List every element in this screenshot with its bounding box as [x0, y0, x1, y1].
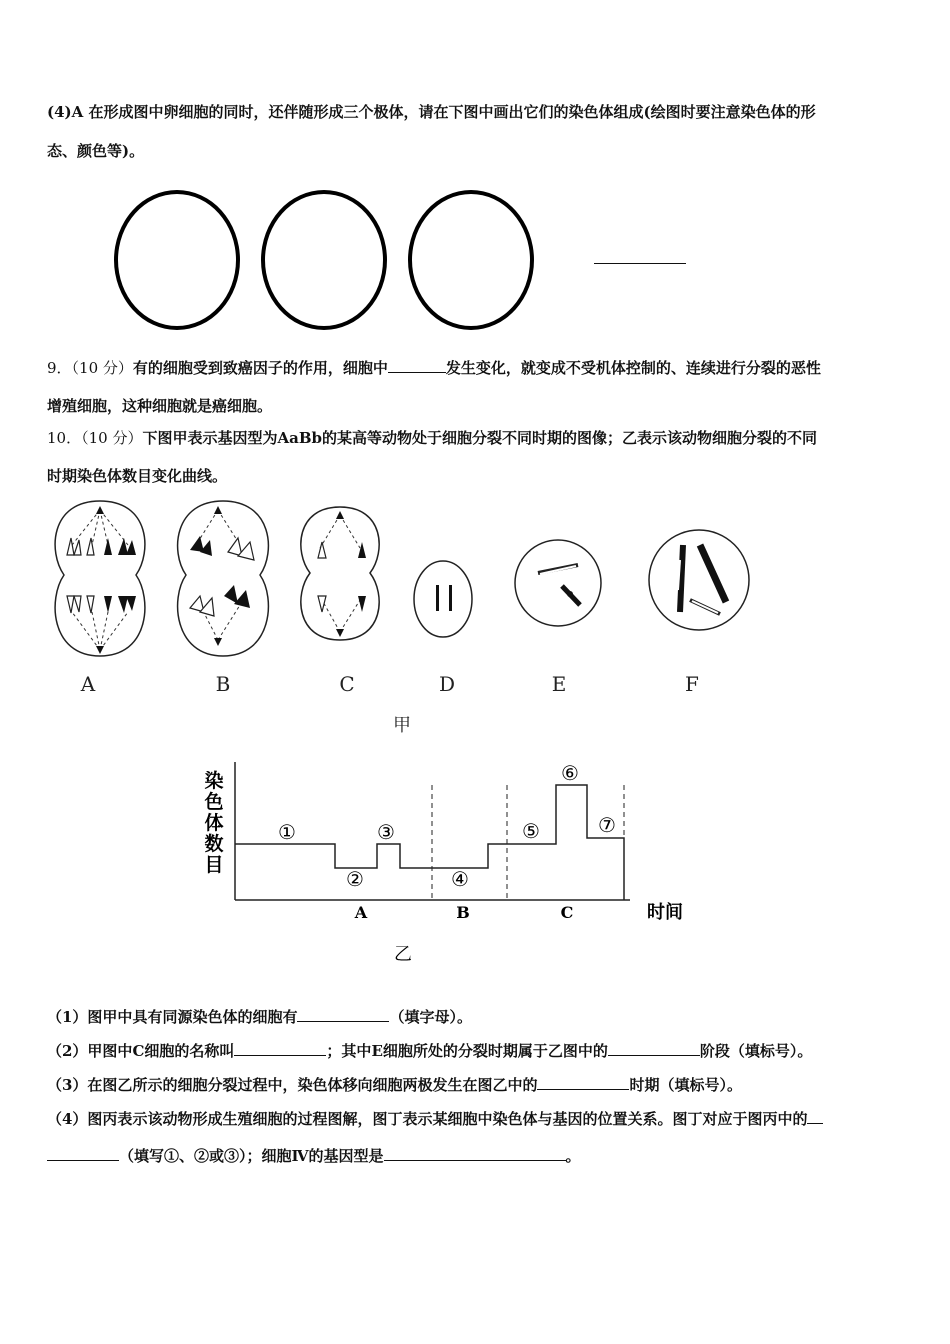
- cell-label-c: C: [339, 672, 355, 696]
- subq-4-line2: [47, 1146, 581, 1166]
- subq-2-blank-1[interactable]: [234, 1041, 326, 1056]
- subq-4-b: （填写①、②或③）；细胞Ⅳ的基因型是: [119, 1147, 384, 1165]
- cell-label-b: B: [215, 672, 231, 696]
- figure-jia-caption: 甲: [393, 715, 411, 736]
- cell-e: [515, 540, 601, 626]
- q10-text-a: 下图甲表示基因型为: [142, 429, 278, 447]
- subq-4-a: （4）图丙表示该动物形成生殖细胞的过程图解，图丁表示某细胞中染色体与基因的位置关系。图丁对应于图丙中的: [47, 1110, 808, 1128]
- subq-1-b: （填字母）。: [389, 1008, 472, 1026]
- ylabel-char-1: 染: [204, 770, 224, 792]
- cell-b: [178, 501, 269, 656]
- q10-genotype: AaBb: [277, 429, 322, 447]
- subq-4-line1: [47, 1109, 823, 1129]
- subq-4-c: 。: [565, 1147, 581, 1165]
- ylabel-char-4: 数: [204, 833, 224, 855]
- stage-label-b: B: [456, 903, 470, 922]
- subq-3-a: （3）在图乙所示的细胞分裂过程中，染色体移向细胞两极发生在图乙中的: [47, 1076, 538, 1094]
- segment-label-5: ⑤: [522, 819, 540, 843]
- segment-label-3: ③: [377, 820, 395, 844]
- stage-label-a: A: [354, 903, 368, 922]
- subq-4-blank-1b[interactable]: [47, 1146, 119, 1161]
- subq-1-blank[interactable]: [297, 1007, 389, 1022]
- q10-number: 10．（10 分）: [47, 429, 143, 447]
- subq-1: [47, 1007, 472, 1027]
- cell-label-d: D: [438, 672, 456, 696]
- cell-label-a: A: [80, 672, 96, 696]
- figure-yi-caption: 乙: [394, 944, 412, 965]
- subq-2-f: 细胞所处的分裂时期属于乙图中的: [382, 1042, 608, 1060]
- q9-text-b: 发生变化，就变成不受机体控制的、连续进行分裂的恶性: [445, 359, 821, 377]
- q8-part4-line1: (4)A 在形成图中卵细胞的同时，还伴随形成三个极体，请在下图中画出它们的染色体组成(绘图时要注意染色体的形: [47, 103, 816, 121]
- subq-4-blank-1a[interactable]: [807, 1109, 823, 1124]
- segment-label-4: ④: [451, 867, 469, 891]
- cell-label-f: F: [685, 672, 699, 696]
- q9-line2: 增殖细胞，这种细胞就是癌细胞。: [47, 397, 273, 415]
- q9-text-a: 有的细胞受到致癌因子的作用，细胞中: [132, 359, 388, 377]
- graph-yi: [204, 761, 683, 923]
- segment-label-1: ①: [278, 820, 296, 844]
- cell-c: [301, 507, 379, 640]
- q8-part4-line2: 态、颜色等)。: [47, 142, 145, 160]
- subq-2-blank-2[interactable]: [608, 1041, 700, 1056]
- subq-2-a: （2）甲图中: [47, 1042, 133, 1060]
- ylabel-char-5: 目: [204, 854, 224, 876]
- cell-label-e: E: [551, 672, 567, 696]
- ylabel-char-3: 体: [204, 812, 224, 834]
- q10-line2: 时期染色体数目变化曲线。: [47, 467, 228, 485]
- subq-1-a: （1）图甲中具有同源染色体的细胞有: [47, 1008, 298, 1026]
- subq-3: [47, 1075, 742, 1095]
- stage-label-c: C: [560, 903, 574, 922]
- xlabel: 时间: [647, 902, 683, 923]
- subq-2-e: E: [371, 1042, 383, 1060]
- subq-2: [47, 1041, 812, 1061]
- subq-2-d: ；其中: [326, 1042, 372, 1060]
- q10-text-b: 的某高等动物处于细胞分裂不同时期的图像；乙表示该动物细胞分裂的不同: [322, 429, 818, 447]
- q9-number: 9．（10 分）: [47, 359, 133, 377]
- cell-f: [649, 530, 749, 630]
- segment-label-2: ②: [346, 867, 364, 891]
- subq-2-c: C: [132, 1042, 145, 1060]
- segment-label-6: ⑥: [561, 761, 579, 785]
- subq-2-b: 细胞的名称叫: [144, 1042, 235, 1060]
- segment-label-7: ⑦: [598, 813, 616, 837]
- subq-4-blank-2[interactable]: [384, 1146, 566, 1161]
- cell-d: [414, 561, 472, 637]
- cell-a: [55, 501, 145, 656]
- ylabel-char-2: 色: [204, 791, 224, 813]
- subq-3-b: 时期（填标号）。: [629, 1076, 742, 1094]
- subq-3-blank[interactable]: [537, 1075, 629, 1090]
- subq-2-g: 阶段（填标号）。: [699, 1042, 813, 1060]
